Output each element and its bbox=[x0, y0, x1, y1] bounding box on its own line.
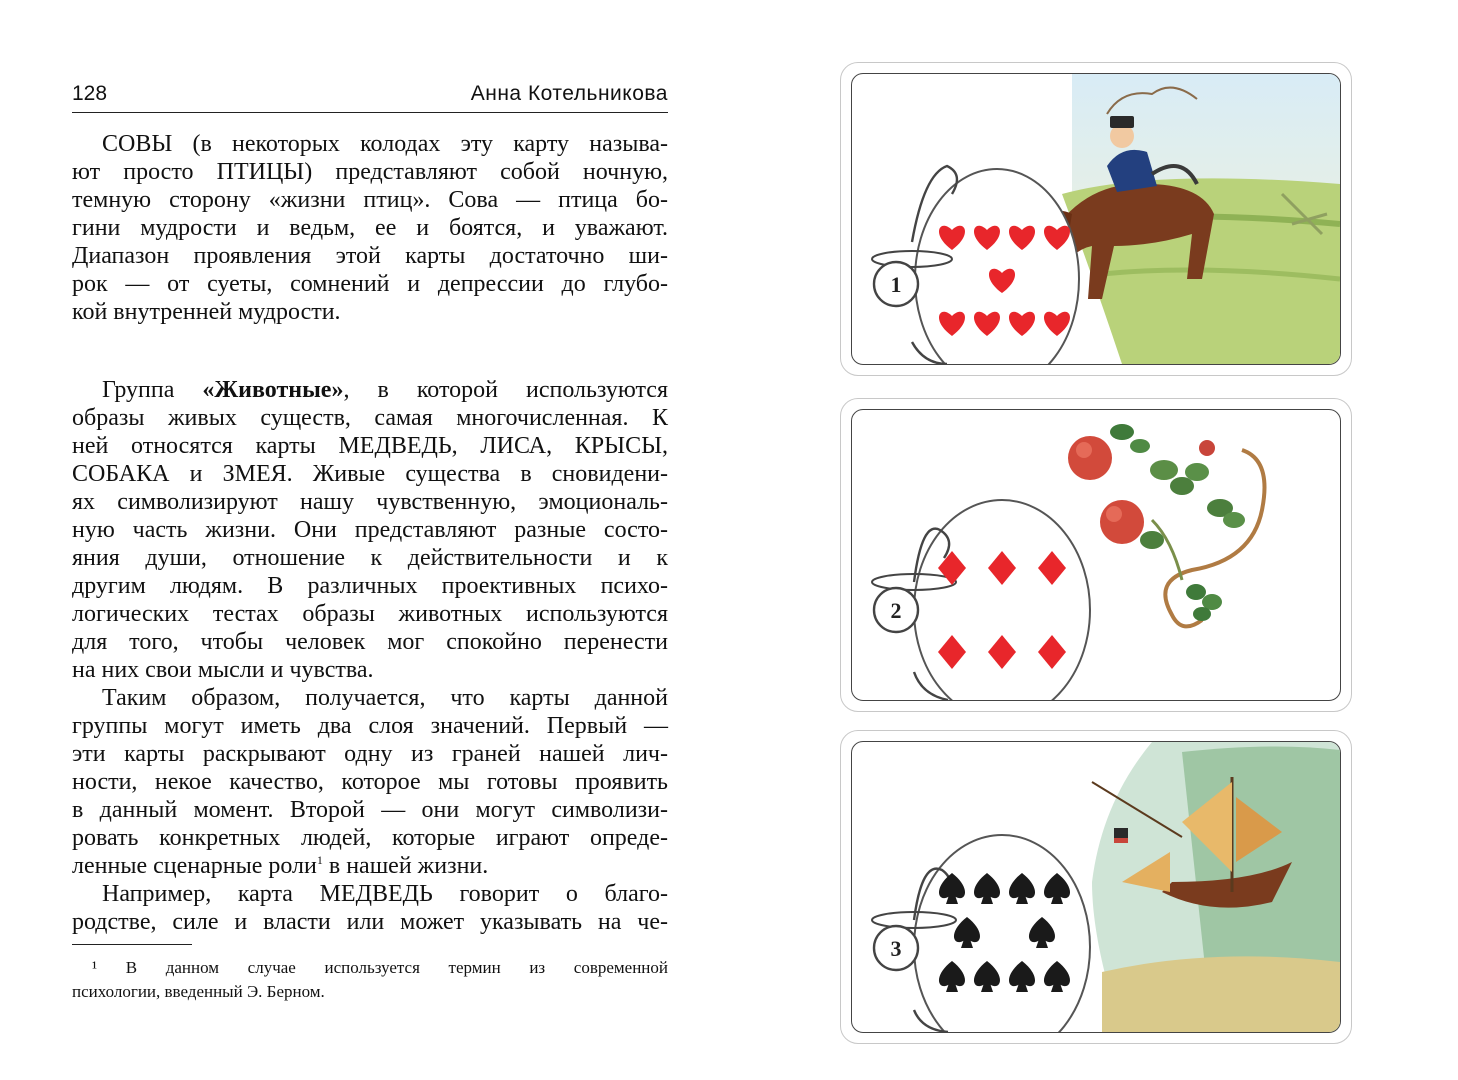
card-illustration bbox=[852, 410, 1340, 700]
footnote-line: ¹ В данном случае используется термин из современной bbox=[92, 958, 668, 977]
card-clover bbox=[840, 398, 1352, 712]
paragraph-two-layers bbox=[72, 684, 668, 880]
text-line: группы могут иметь два слоя значений. Первый — bbox=[72, 713, 668, 739]
text-line: гини мудрости и ведьм, ее и боятся, и уважают. bbox=[72, 215, 668, 241]
right-page bbox=[710, 0, 1458, 1080]
author-name: Анна Котельникова bbox=[470, 82, 668, 105]
card-number: 3 bbox=[890, 936, 902, 961]
text-line: эти карты раскрывают одну из граней нашей лич- bbox=[72, 741, 668, 767]
card-illustration bbox=[852, 742, 1340, 1032]
paragraph-bear bbox=[72, 880, 668, 936]
text-line: ности, некое качество, которое мы готовы проявить bbox=[72, 769, 668, 795]
text-line: для того, чтобы человек мог спокойно перенести bbox=[72, 629, 668, 655]
card-rider bbox=[840, 62, 1352, 376]
text-line: ют просто ПТИЦЫ) представляют собой ночную, bbox=[72, 159, 668, 185]
text-line: другим людям. В различных проективных психо- bbox=[72, 573, 668, 599]
text-line: в данный момент. Второй — они могут символизи- bbox=[72, 797, 668, 823]
text-line: на них свои мысли и чувства. bbox=[72, 657, 374, 683]
footnote bbox=[72, 956, 668, 1004]
text-line: рок — от суеты, сомнений и депрессии до глубо- bbox=[72, 271, 668, 297]
text-line: Например, карта МЕДВЕДЬ говорит о благо- bbox=[102, 881, 668, 907]
text-line: ровать конкретных людей, которые играют опреде- bbox=[72, 825, 668, 851]
text-line: кой внутренней мудрости. bbox=[72, 299, 341, 325]
paragraph-animals bbox=[72, 376, 668, 684]
card-number: 1 bbox=[890, 272, 902, 297]
card-inner bbox=[851, 409, 1341, 701]
text-line: ную часть жизни. Они представляют разные состо- bbox=[72, 517, 668, 543]
page-number: 128 bbox=[72, 82, 108, 105]
card-number: 2 bbox=[890, 598, 902, 623]
text-line: СОВЫ (в некоторых колодах эту карту называ- bbox=[102, 131, 668, 157]
text-line: Таким образом, получается, что карты данной bbox=[102, 685, 668, 711]
card-illustration bbox=[852, 74, 1340, 364]
text-line: Группа «Животные», в которой используются bbox=[102, 377, 668, 403]
text-line: темную сторону «жизни птиц». Сова — птица бо- bbox=[72, 187, 668, 213]
footnote-rule bbox=[72, 944, 192, 945]
left-page bbox=[0, 0, 710, 1080]
text-line: Диапазон проявления этой карты достаточно ши- bbox=[72, 243, 668, 269]
text-line: ленные сценарные роли$^1$ в нашей жизни. bbox=[72, 853, 489, 879]
clover-icon bbox=[1068, 424, 1265, 626]
card-ship bbox=[840, 730, 1352, 1044]
group-name: «Животные» bbox=[202, 377, 344, 403]
running-head bbox=[72, 80, 668, 113]
text-line: ях символизируют нашу чувственную, эмоциональ- bbox=[72, 489, 668, 515]
card-inner bbox=[851, 73, 1341, 365]
text-line: СОБАКА и ЗМЕЯ. Живые существа в сновидени- bbox=[72, 461, 668, 487]
text-line: логических тестах образы животных используются bbox=[72, 601, 668, 627]
card-inner bbox=[851, 741, 1341, 1033]
paragraph-gap bbox=[72, 326, 668, 376]
body-text bbox=[72, 130, 668, 936]
text-line: яния души, отношение к действительности и к bbox=[72, 545, 668, 571]
text-line: образы живых существ, самая многочисленная. К bbox=[72, 405, 668, 431]
footnote-marker: 1 bbox=[316, 853, 323, 867]
text-line: родстве, силе и власти или может указывать на че- bbox=[72, 909, 668, 935]
paragraph-owls bbox=[72, 130, 668, 326]
footnote-line: психологии, введенный Э. Берном. bbox=[72, 982, 325, 1001]
text-line: ней относятся карты МЕДВЕДЬ, ЛИСА, КРЫСЫ, bbox=[72, 433, 668, 459]
